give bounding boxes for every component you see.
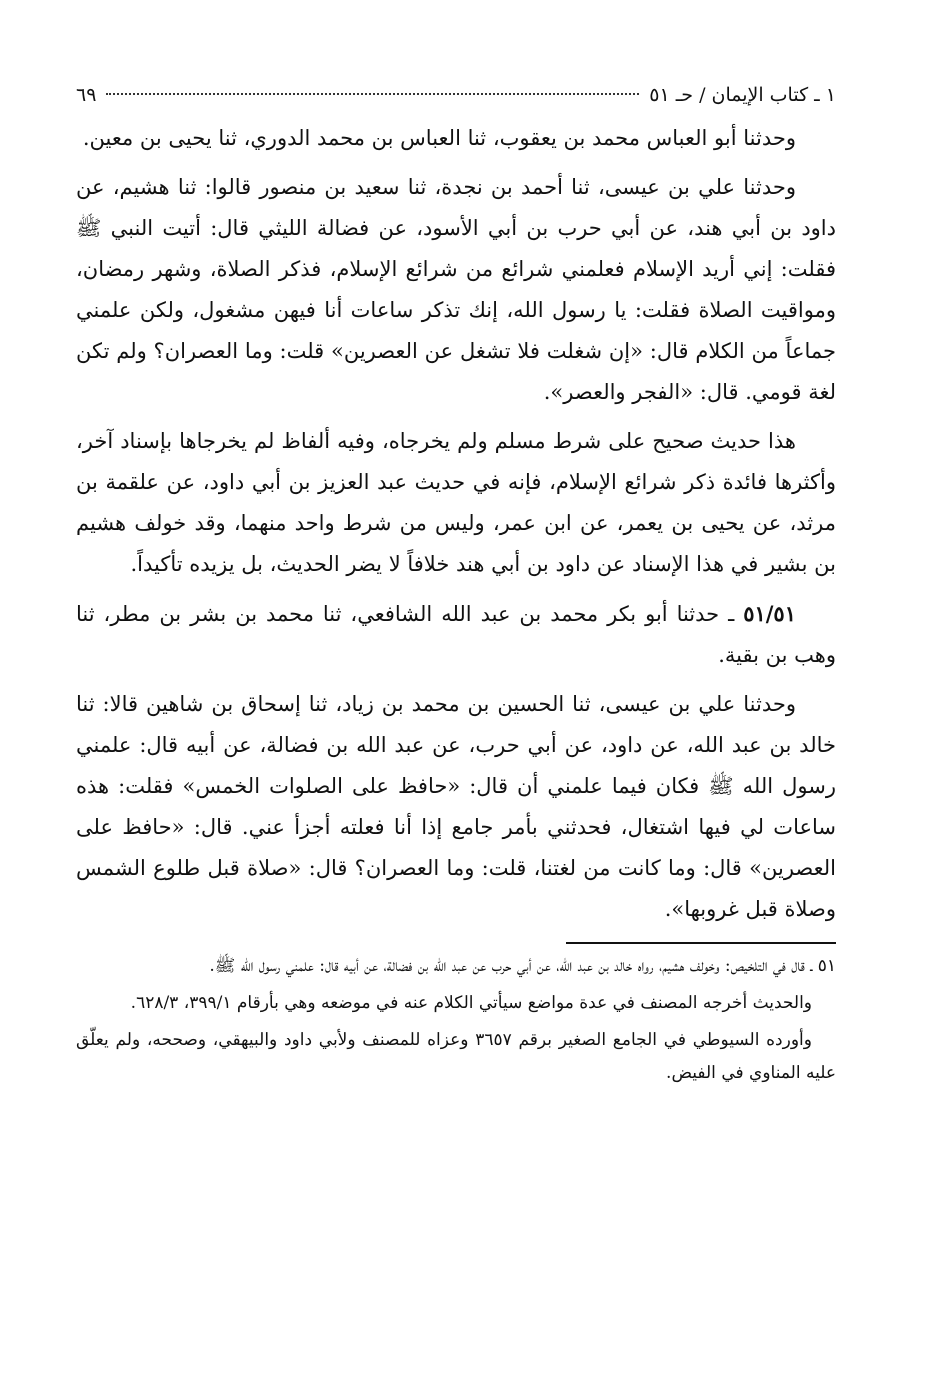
dotted-leader: [106, 93, 639, 95]
paragraph-hadith-51: [76, 593, 836, 676]
paragraph-commentary: هذا حديث صحيح على شرط مسلم ولم يخرجاه، وفيه ألفاظ لم يخرجاها بإسناد آخر، وأكثرها فائدة ذكر شرائع الإسلام، فإنه في حديث عبد العزيز بن أبي داود، عن علقمة بن مرثد، عن يحيى بن يعمر، عن ابن عمر، وليس من شرط واحد منهما، وقد خولف هشيم بن بشير في هذا الإسناد عن داود بن أبي هند خلافاً لا يضر الحديث، بل يزيده تأكيداً.: [76, 429, 836, 576]
chapter-title: ١ ـ كتاب الإيمان / حـ ٥١: [649, 84, 836, 106]
paragraph-hadith-51-continuation: وحدثنا علي بن عيسى، ثنا الحسين بن محمد بن زياد، ثنا إسحاق بن شاهين قالا: ثنا خالد بن عبد الله، عن داود، عن أبي حرب، عن عبد الله بن فضالة، عن أبيه قال: علمني رسول الله ﷺ فكان فيما علمني أن قال: «حافظ على الصلوات الخمس» فقلت: هذه ساعات لي فيها اشتغال، فحدثني بأمر جامع إذا أنا فعلته أجزأ عني. قال: «حافظ على العصرين» قال: وما كانت من لغتنا، قلت: وما العصران؟ قال: «صلاة قبل طلوع الشمس وصلاة قبل غروبها».: [76, 692, 836, 921]
book-page: [76, 80, 836, 1094]
footnote-51: ٥١ ـ قال في التلخيص: وخولف هشيم، رواه خالد بن عبد الله، عن أبي حرب عن عبد الله بن فضالة، عن أبيه قال: علمني رسول الله ﷺ.: [209, 956, 836, 976]
page-number: ٦٩: [76, 84, 97, 106]
footnotes: [76, 950, 836, 1090]
running-header: [76, 80, 836, 110]
footnote-references: والحديث أخرجه المصنف في عدة مواضع سيأتي الكلام عنه في موضعه وهي بأرقام ٣٩٩/١، ٦٢٨/٣.: [130, 993, 812, 1013]
paragraph-isnad-1: وحدثنا أبو العباس محمد بن يعقوب، ثنا العباس بن محمد الدوري، ثنا يحيى بن معين.: [82, 126, 796, 150]
hadith-number: ٥١/٥١: [743, 601, 796, 626]
footnote-divider: [566, 942, 836, 944]
hadith-51-opening: ـ حدثنا أبو بكر محمد بن عبد الله الشافعي، ثنا محمد بن بشر بن مطر، ثنا وهب بن بقية.: [76, 602, 836, 667]
paragraph-hadith-fadala: وحدثنا علي بن عيسى، ثنا أحمد بن نجدة، ثنا سعيد بن منصور قالوا: ثنا هشيم، عن داود بن أبي هند، عن أبي حرب بن أبي الأسود، عن فضالة الليثي قال: أتيت النبي ﷺ فقلت: إني أريد الإسلام فعلمني شرائع من شرائع الإسلام، فذكر الصلاة، وشهر رمضان، ومواقيت الصلاة فقلت: يا رسول الله، إنك تذكر ساعات أنا فيهن مشغول، ولكن علمني جماعاً من الكلام قال: «إن شغلت فلا تشغل عن العصرين» قلت: وما العصران؟ ولم تكن لغة قومي. قال: «الفجر والعصر».: [76, 175, 836, 404]
footnote-suyuti: وأورده السيوطي في الجامع الصغير برقم ٣٦٥٧ وعزاه للمصنف ولأبي داود والبيهقي، وصححه، ولم يعلّق عليه المناوي في الفيض.: [76, 1030, 836, 1083]
main-text: [76, 118, 836, 930]
